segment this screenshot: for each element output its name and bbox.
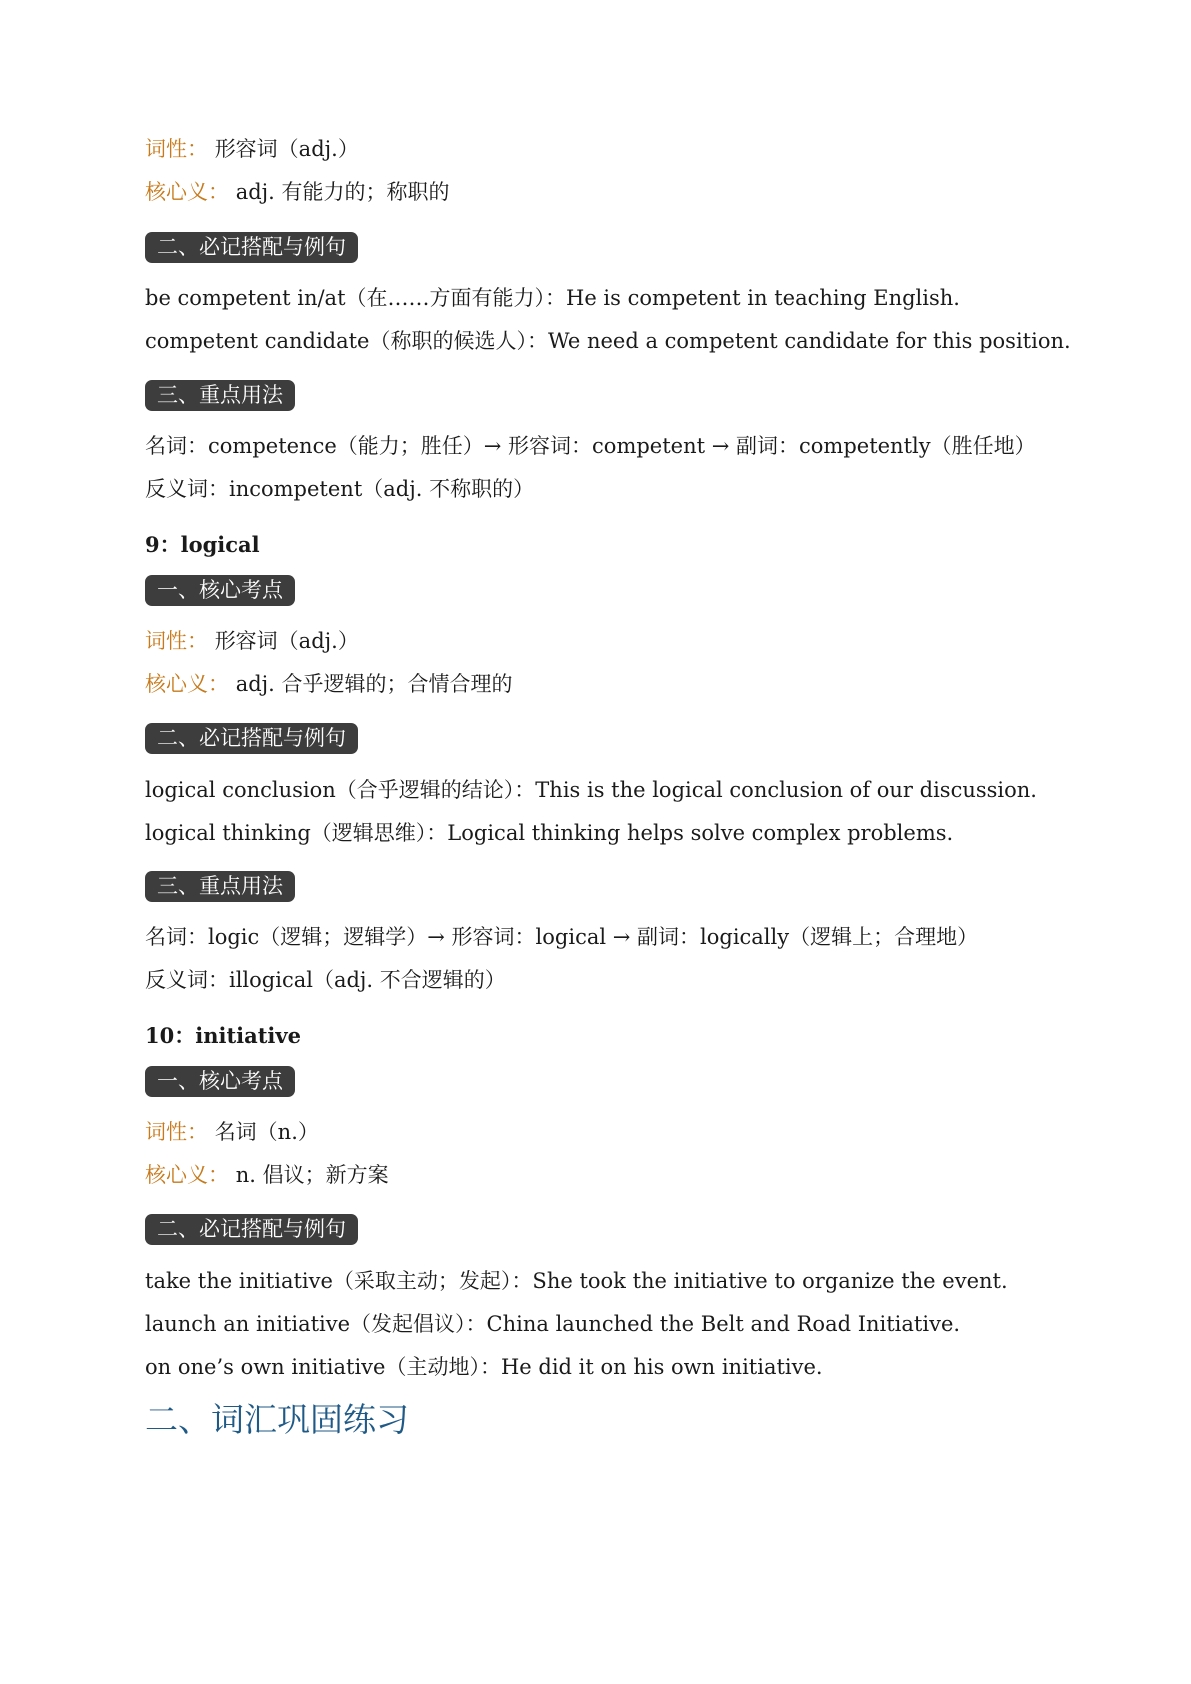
section-title: 二、词汇巩固练习 <box>145 1400 409 1439</box>
usage-line: 反义词：illogical（adj. 不合逻辑的） <box>145 968 506 992</box>
usage-badge: 三、重点用法 <box>145 871 295 902</box>
collocation-badge: 二、必记搭配与例句 <box>145 1214 358 1245</box>
pos-label: 词性： <box>145 1120 208 1144</box>
usage-line: 名词：logic（逻辑；逻辑学）→ 形容词：logical → 副词：logically（逻辑上；合理地） <box>145 925 979 949</box>
word-heading: 10：initiative <box>145 1023 301 1048</box>
collocation-line: logical thinking（逻辑思维）：Logical thinking helps solve complex problems. <box>145 821 954 845</box>
pos-value: 名词（n.） <box>214 1120 319 1144</box>
core-badge: 一、核心考点 <box>145 1066 295 1097</box>
meaning-line <box>145 177 450 207</box>
meaning-value: n. 倡议；新方案 <box>235 1163 389 1187</box>
usage-line: 反义词：incompetent（adj. 不称职的） <box>145 477 535 501</box>
meaning-value: adj. 合乎逻辑的；合情合理的 <box>235 672 513 696</box>
meaning-label: 核心义： <box>145 1163 229 1187</box>
collocation-badge: 二、必记搭配与例句 <box>145 723 358 754</box>
core-badge: 一、核心考点 <box>145 575 295 606</box>
collocation-line: logical conclusion（合乎逻辑的结论）：This is the logical conclusion of our discussion. <box>145 778 1037 802</box>
pos-line <box>145 626 359 656</box>
meaning-value: adj. 有能力的；称职的 <box>235 180 450 204</box>
pos-value: 形容词（adj.） <box>214 137 359 161</box>
word-heading: 9：logical <box>145 532 260 557</box>
collocation-line: competent candidate（称职的候选人）：We need a competent candidate for this position. <box>145 329 1071 353</box>
usage-line: 名词：competence（能力；胜任）→ 形容词：competent → 副词：competently（胜任地） <box>145 434 1036 458</box>
collocation-line: be competent in/at（在……方面有能力）：He is competent in teaching English. <box>145 286 960 310</box>
meaning-label: 核心义： <box>145 180 229 204</box>
meaning-line <box>145 669 513 699</box>
collocation-badge: 二、必记搭配与例句 <box>145 232 358 263</box>
collocation-line: on one’s own initiative（主动地）：He did it on his own initiative. <box>145 1355 823 1379</box>
meaning-label: 核心义： <box>145 672 229 696</box>
collocation-line: take the initiative（采取主动；发起）：She took the initiative to organize the event. <box>145 1269 1008 1293</box>
pos-line <box>145 134 359 164</box>
meaning-line <box>145 1160 389 1190</box>
collocation-line: launch an initiative（发起倡议）：China launched the Belt and Road Initiative. <box>145 1312 961 1336</box>
usage-badge: 三、重点用法 <box>145 380 295 411</box>
pos-line <box>145 1117 319 1147</box>
pos-label: 词性： <box>145 629 208 653</box>
pos-label: 词性： <box>145 137 208 161</box>
pos-value: 形容词（adj.） <box>214 629 359 653</box>
